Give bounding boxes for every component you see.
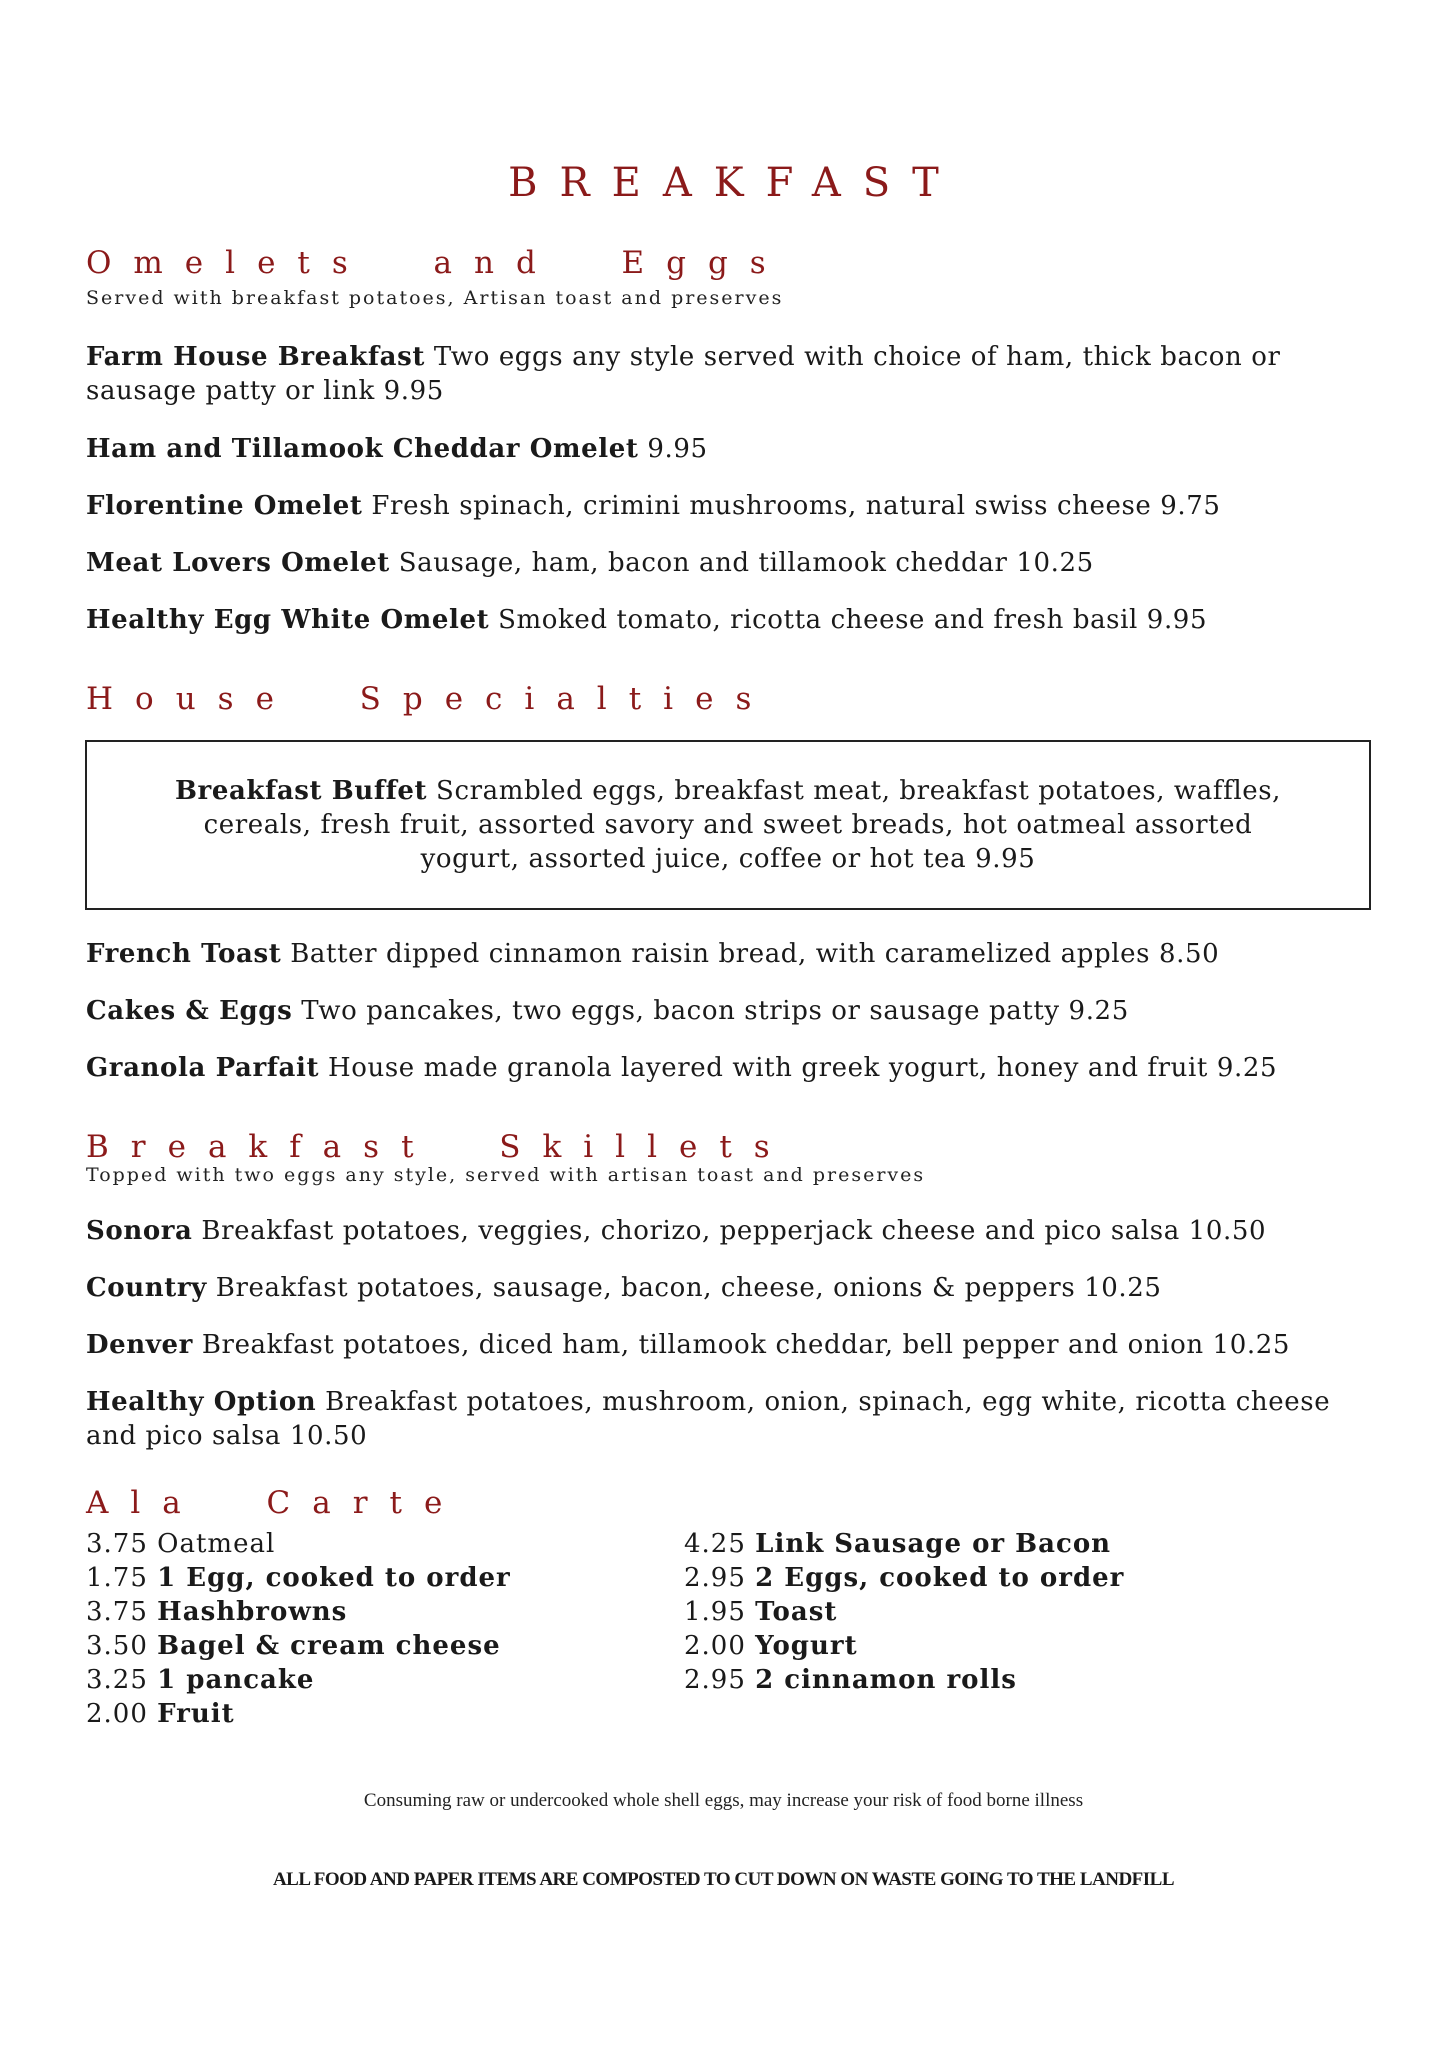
item-desc: Breakfast potatoes, veggies, chorizo, pepperjack cheese and pico salsa 10.50 xyxy=(201,1216,1267,1246)
menu-item xyxy=(86,994,1366,1028)
item-name: Link Sausage or Bacon xyxy=(755,1529,1112,1559)
section-heading-specialties: House Specialties xyxy=(86,681,774,717)
item-price: 4.25 xyxy=(684,1529,746,1559)
item-desc: Breakfast potatoes, diced ham, tillamook cheddar, bell pepper and onion 10.25 xyxy=(201,1330,1290,1360)
item-price: 2.95 xyxy=(684,1563,746,1593)
section-subtitle-omelets: Served with breakfast potatoes, Artisan toast and preserves xyxy=(86,287,784,309)
alacarte-right-column xyxy=(684,1527,1124,1697)
section-heading-skillets: Breakfast Skillets xyxy=(86,1129,792,1165)
item-desc: Breakfast potatoes, mushroom, onion, spinach, egg white, ricotta cheese and pico salsa 10.50 xyxy=(86,1387,1331,1451)
item-price: 3.75 xyxy=(86,1529,148,1559)
item-price: 2.95 xyxy=(684,1665,746,1695)
item-name: Hashbrowns xyxy=(157,1597,348,1627)
item-name: Breakfast Buffet xyxy=(174,776,428,806)
item-desc: Fresh spinach, crimini mushrooms, natural swiss cheese 9.75 xyxy=(371,491,1221,521)
item-desc: House made granola layered with greek yogurt, honey and fruit 9.25 xyxy=(327,1053,1278,1083)
item-name: Fruit xyxy=(157,1699,235,1729)
section-subtitle-skillets: Topped with two eggs any style, served with artisan toast and preserves xyxy=(86,1164,926,1186)
item-desc: Two eggs any style served with choice of ham, thick bacon or sausage patty or link 9.95 xyxy=(86,342,1281,406)
menu-item xyxy=(86,546,1366,580)
buffet-box xyxy=(85,740,1371,910)
item-desc: Smoked tomato, ricotta cheese and fresh basil 9.95 xyxy=(498,605,1208,635)
alacarte-item xyxy=(86,1561,511,1595)
item-price: 3.75 xyxy=(86,1597,148,1627)
item-name: Country xyxy=(86,1273,207,1303)
menu-item xyxy=(86,1051,1366,1085)
item-price: 1.95 xyxy=(684,1597,746,1627)
section-heading-alacarte: Ala Carte xyxy=(86,1485,465,1521)
item-name: Yogurt xyxy=(755,1631,858,1661)
menu-item xyxy=(86,1328,1366,1362)
alacarte-item xyxy=(684,1527,1124,1561)
item-name: Sonora xyxy=(86,1216,193,1246)
alacarte-item xyxy=(684,1629,1124,1663)
item-name: Ham and Tillamook Cheddar Omelet xyxy=(86,434,639,464)
item-price: 3.25 xyxy=(86,1665,148,1695)
menu-item xyxy=(86,432,1366,466)
item-name: Bagel & cream cheese xyxy=(157,1631,501,1661)
item-price: 2.00 xyxy=(86,1699,148,1729)
item-price: 2.00 xyxy=(684,1631,746,1661)
menu-item xyxy=(86,937,1366,971)
item-name: French Toast xyxy=(86,939,282,969)
item-desc: Scrambled eggs, breakfast meat, breakfast potatoes, waffles, cereals, fresh fruit, assorted savory and sweet breads, hot oatmeal assorted yogurt, assorted juice, coffee or hot tea 9.95 xyxy=(203,776,1282,874)
item-name: Granola Parfait xyxy=(86,1053,320,1083)
item-name: 2 Eggs, cooked to order xyxy=(755,1563,1125,1593)
compost-notice: ALL FOOD AND PAPER ITEMS ARE COMPOSTED TO CUT DOWN ON WASTE GOING TO THE LANDFILL xyxy=(272,1869,1175,1890)
item-name: Farm House Breakfast xyxy=(86,342,425,372)
alacarte-item xyxy=(86,1595,511,1629)
menu-item xyxy=(86,603,1366,637)
item-desc: 9.95 xyxy=(647,434,708,464)
item-name: Cakes & Eggs xyxy=(86,996,293,1026)
item-name: Florentine Omelet xyxy=(86,491,363,521)
item-name: Meat Lovers Omelet xyxy=(86,548,390,578)
menu-item xyxy=(86,489,1366,523)
menu-item xyxy=(86,1385,1366,1453)
food-safety-notice: Consuming raw or undercooked whole shell eggs, may increase your risk of food borne illness xyxy=(363,1790,1084,1811)
item-desc: Breakfast potatoes, sausage, bacon, cheese, onions & peppers 10.25 xyxy=(215,1273,1162,1303)
item-price: 1.75 xyxy=(86,1563,148,1593)
alacarte-item xyxy=(86,1527,511,1561)
menu-item xyxy=(86,1214,1366,1248)
item-desc: Sausage, ham, bacon and tillamook cheddar 10.25 xyxy=(398,548,1094,578)
item-name: Healthy Option xyxy=(86,1387,317,1417)
item-name: 2 cinnamon rolls xyxy=(755,1665,1017,1695)
item-name: 1 Egg, cooked to order xyxy=(157,1563,511,1593)
alacarte-item xyxy=(684,1561,1124,1595)
alacarte-item xyxy=(86,1697,511,1731)
item-name: Oatmeal xyxy=(157,1529,276,1559)
item-name: 1 pancake xyxy=(157,1665,315,1695)
buffet-text xyxy=(168,774,1288,876)
menu-item xyxy=(86,1271,1366,1305)
item-desc: Two pancakes, two eggs, bacon strips or sausage patty 9.25 xyxy=(301,996,1129,1026)
item-desc: Batter dipped cinnamon raisin bread, with caramelized apples 8.50 xyxy=(290,939,1220,969)
item-name: Toast xyxy=(755,1597,838,1627)
item-price: 3.50 xyxy=(86,1631,148,1661)
alacarte-item xyxy=(86,1663,511,1697)
alacarte-item xyxy=(684,1595,1124,1629)
item-name: Denver xyxy=(86,1330,193,1360)
page-title: BREAKFAST xyxy=(508,160,961,206)
alacarte-item xyxy=(86,1629,511,1663)
alacarte-item xyxy=(684,1663,1124,1697)
alacarte-left-column xyxy=(86,1527,511,1731)
menu-item xyxy=(86,340,1366,408)
section-heading-omelets: Omelets and Eggs xyxy=(86,245,788,281)
item-name: Healthy Egg White Omelet xyxy=(86,605,490,635)
